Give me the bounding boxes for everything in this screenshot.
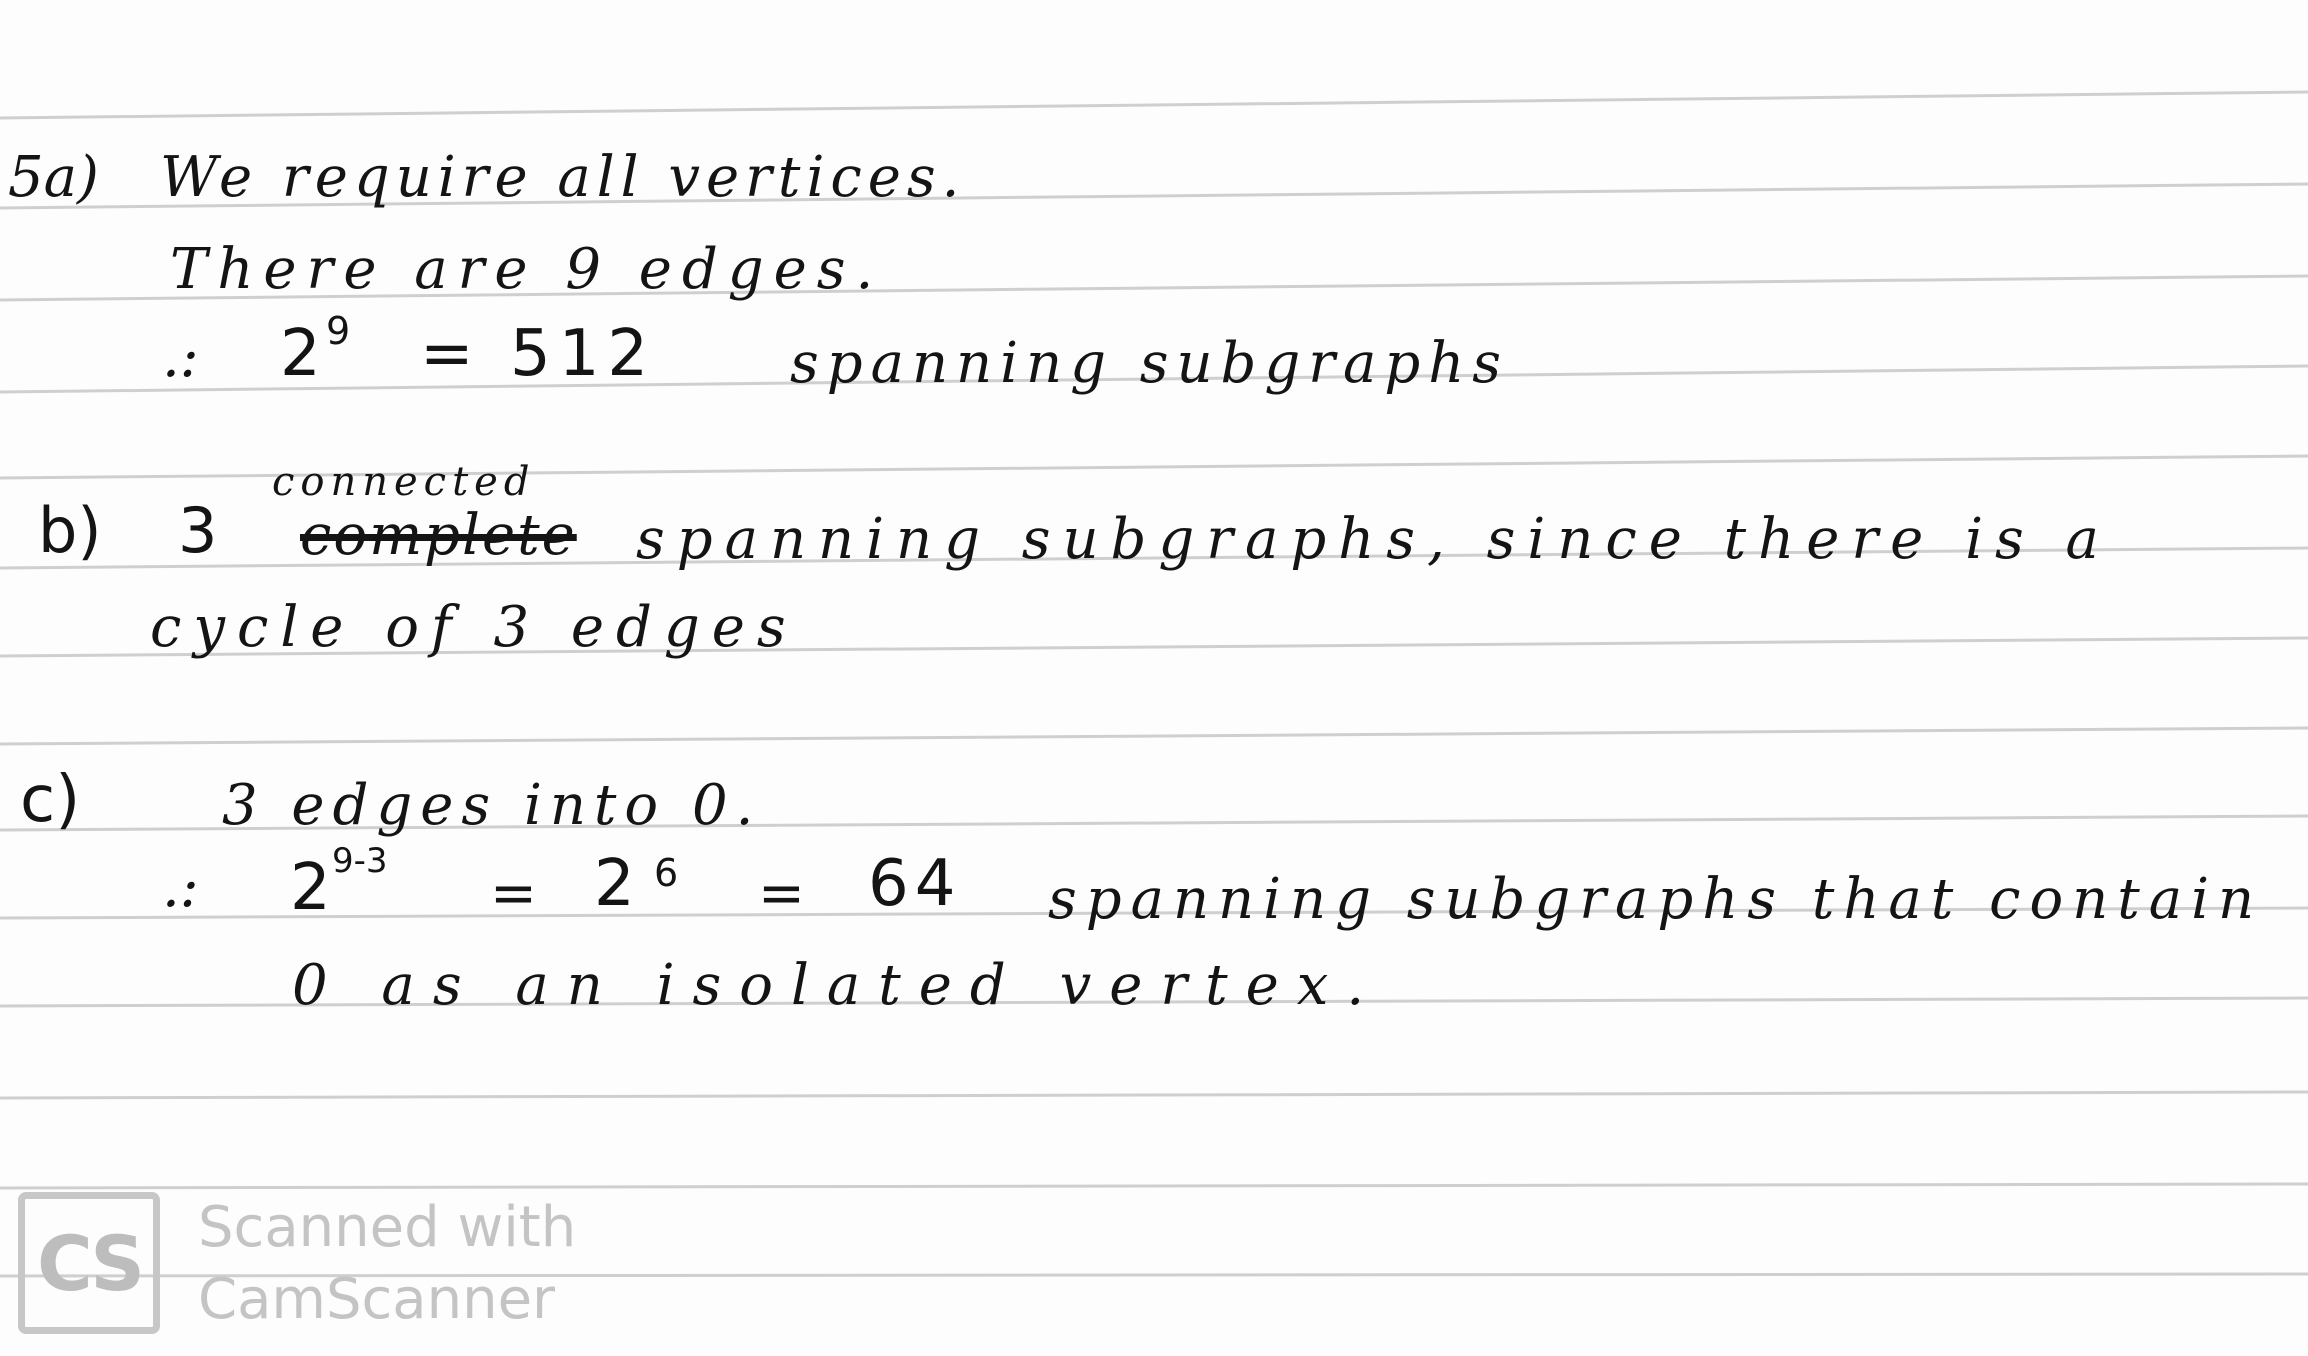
part-a-result-text: spanning subgraphs xyxy=(790,331,1510,396)
part-c-line3: 0 as an isolated vertex. xyxy=(292,953,1383,1018)
part-b-line2: cycle of 3 edges xyxy=(150,595,798,660)
part-c-base: 2 xyxy=(290,851,331,925)
part-a-label: 5a) xyxy=(8,145,99,210)
part-b-line1-rest: spanning subgraphs, since there is a xyxy=(636,507,2111,572)
part-b-inserted-word: connected xyxy=(272,459,536,505)
part-c-base2: 2 xyxy=(594,847,635,921)
watermark-line1: Scanned with xyxy=(198,1195,577,1260)
part-c-therefore: .: xyxy=(162,855,199,920)
part-c-line1: 3 edges into 0. xyxy=(222,773,762,838)
part-a-base: 2 xyxy=(280,317,321,391)
part-a-equation-rest: = 512 xyxy=(420,317,657,391)
part-c-value: 64 xyxy=(868,847,962,921)
rule-line xyxy=(0,92,2308,118)
camscanner-logo xyxy=(18,1192,160,1334)
part-c-eq2: = xyxy=(758,861,805,926)
part-a-line1: We require all vertices. xyxy=(160,145,966,210)
rule-line xyxy=(0,1184,2308,1188)
rule-line xyxy=(0,728,2308,744)
rule-line xyxy=(0,1092,2308,1098)
camscanner-logo-text: CS xyxy=(37,1218,141,1308)
part-a-line2: There are 9 edges. xyxy=(170,237,884,302)
watermark-line2: CamScanner xyxy=(198,1267,556,1332)
part-a-exponent: 9 xyxy=(326,309,351,353)
part-b-count: 3 xyxy=(178,494,218,567)
part-b-struck-word: complete xyxy=(300,503,577,568)
part-b-label: b) xyxy=(38,494,102,567)
part-c-eq1: = xyxy=(490,861,537,926)
part-a-therefore: .: xyxy=(162,325,199,390)
part-c-label: c) xyxy=(20,763,81,837)
part-c-exponent2: 6 xyxy=(654,851,679,895)
part-c-exponent: 9-3 xyxy=(332,841,388,881)
part-c-result-text: spanning subgraphs that contain xyxy=(1048,867,2264,932)
